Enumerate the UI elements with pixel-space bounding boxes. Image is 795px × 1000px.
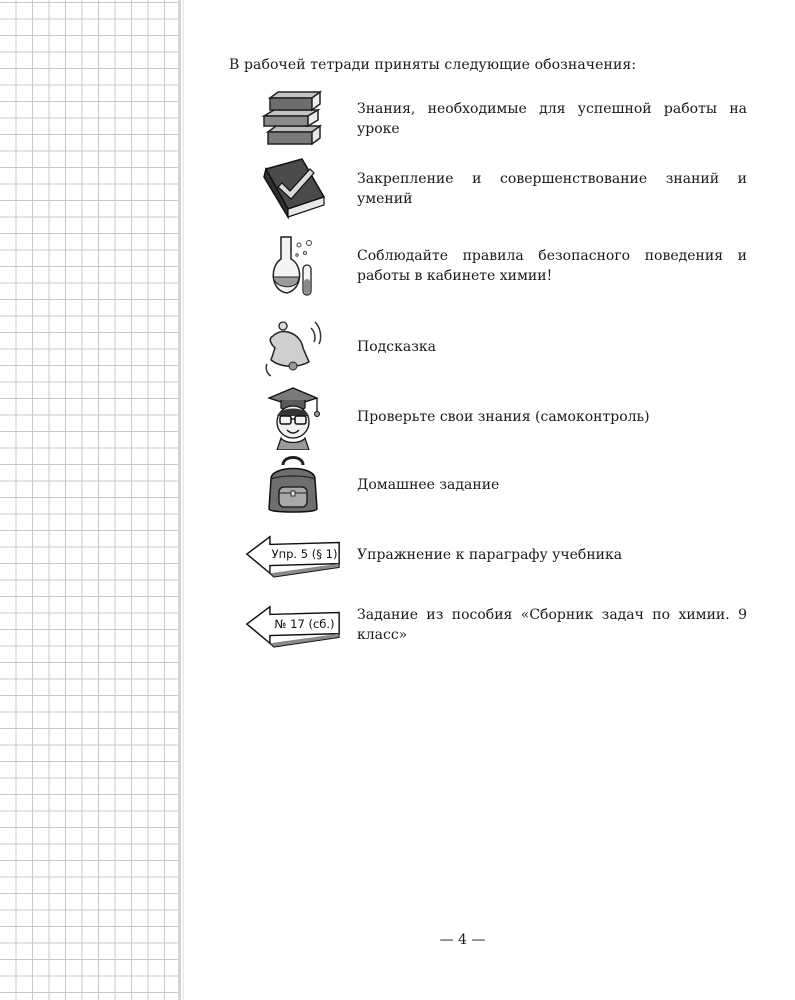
arrow-exercise-label: Упр. 5 (§ 1) bbox=[271, 546, 338, 561]
legend-row-hint bbox=[243, 312, 763, 382]
backpack-icon bbox=[243, 453, 343, 517]
legend-text-hint: Подсказка bbox=[357, 339, 436, 355]
legend-row-task bbox=[243, 600, 763, 650]
legend-row-practice bbox=[243, 156, 763, 222]
legend-text-exercise: Упражнение к параграфу учебника bbox=[357, 547, 623, 563]
bell-icon bbox=[243, 314, 343, 380]
legend-row-exercise bbox=[243, 532, 763, 578]
legend-row-selfcheck bbox=[243, 382, 763, 452]
legend-row-knowledge bbox=[243, 86, 763, 152]
page-number: — 4 — bbox=[439, 932, 486, 948]
legend-row-homework bbox=[243, 452, 763, 518]
legend-text-knowledge: Знания, необходимые для успешной работы на уроке bbox=[357, 101, 747, 137]
books-icon bbox=[243, 88, 343, 150]
arrow-task-icon bbox=[243, 600, 343, 650]
legend-text-task: Задание из пособия «Сборник задач по химии. 9 класс» bbox=[357, 607, 747, 643]
margin-border-inner bbox=[183, 0, 184, 1000]
arrow-exercise-icon bbox=[243, 532, 343, 578]
legend-text-homework: Домашнее задание bbox=[357, 477, 500, 493]
legend-text-practice: Закрепление и совершенствование знаний и умений bbox=[357, 171, 747, 207]
notebook-check-icon bbox=[243, 157, 343, 221]
legend-text-selfcheck: Проверьте свои знания (самоконтроль) bbox=[357, 409, 650, 425]
graduate-icon bbox=[243, 384, 343, 450]
arrow-task-label: № 17 (сб.) bbox=[274, 616, 335, 631]
margin-border bbox=[178, 0, 181, 1000]
graph-paper-margin bbox=[0, 0, 178, 1000]
legend-row-safety bbox=[243, 228, 763, 304]
legend-text-safety: Соблюдайте правила безопасного поведения и работы в кабинете химии! bbox=[357, 248, 747, 284]
flask-icon bbox=[243, 231, 343, 301]
intro-text: В рабочей тетради приняты следующие обозначения: bbox=[229, 57, 637, 73]
